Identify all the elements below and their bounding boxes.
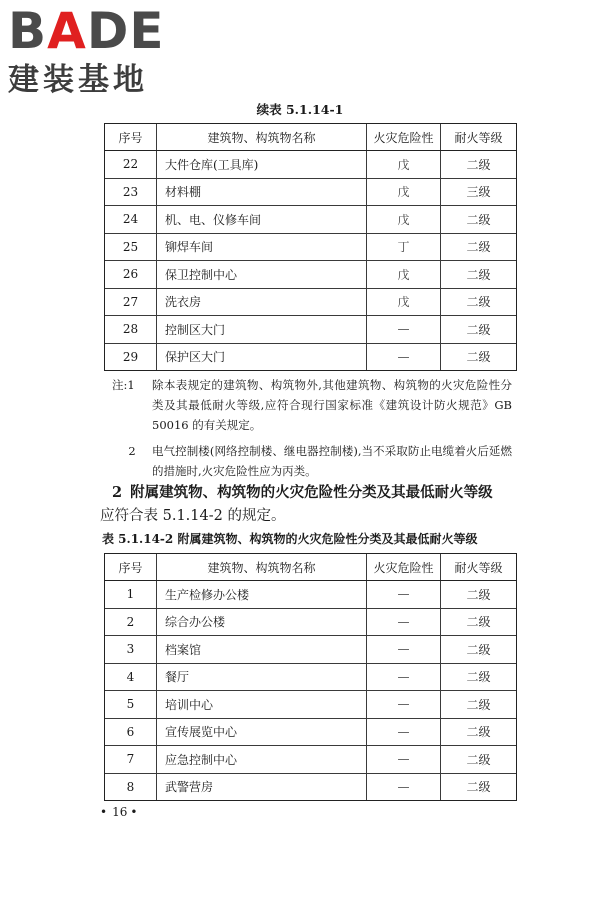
table2-cell-index: 1: [105, 581, 157, 609]
table1-cell-index: 24: [105, 206, 157, 234]
table1-cell-name: 材料棚: [157, 178, 367, 206]
table2-cell-index: 6: [105, 718, 157, 746]
table1-row: [105, 206, 517, 234]
table2-cell-hazard: —: [367, 746, 441, 774]
table2-cell-name: 餐厅: [157, 663, 367, 691]
table2-cell-name: 应急控制中心: [157, 746, 367, 774]
table2-caption: 表 5.1.14-2 附属建筑物、构筑物的火灾危险性分类及其最低耐火等级: [102, 532, 478, 546]
table1-cell-rating: 二级: [441, 233, 517, 261]
table1-cell-hazard: —: [367, 316, 441, 344]
table1-cell-hazard: 戊: [367, 206, 441, 234]
note-1-text: 除本表规定的建筑物、构筑物外,其他建筑物、构筑物的火灾危险性分类及其最低耐火等级,应符合现行国家标准《建筑设计防火规范》GB 50016 的有关规定。: [152, 378, 512, 432]
table1-header-row: [105, 124, 517, 151]
table1-row: [105, 316, 517, 344]
table2-cell-hazard: —: [367, 581, 441, 609]
table1-cell-rating: 三级: [441, 178, 517, 206]
table2-row: [105, 663, 517, 691]
table2-header-name: 建筑物、构筑物名称: [157, 554, 367, 581]
table1-cell-rating: 二级: [441, 261, 517, 289]
table1-row: [105, 233, 517, 261]
table2-row: [105, 773, 517, 801]
table1-cell-hazard: 丁: [367, 233, 441, 261]
table2-cell-index: 5: [105, 691, 157, 719]
table2-cell-name: 培训中心: [157, 691, 367, 719]
table1-cell-hazard: —: [367, 343, 441, 371]
table2-cell-name: 档案馆: [157, 636, 367, 664]
table2-cell-rating: 二级: [441, 581, 517, 609]
section-bold-text: 附属建筑物、构筑物的火灾危险性分类及其最低耐火等级: [130, 484, 493, 501]
table1-cell-index: 22: [105, 151, 157, 179]
table1-row: [105, 178, 517, 206]
table2-row: [105, 581, 517, 609]
table2-row: [105, 746, 517, 774]
table2-cell-name: 综合办公楼: [157, 608, 367, 636]
table1-cell-index: 23: [105, 178, 157, 206]
table1-cell-hazard: 戊: [367, 178, 441, 206]
table2-cell-rating: 二级: [441, 773, 517, 801]
table1-cell-name: 保卫控制中心: [157, 261, 367, 289]
table1-cell-name: 大件仓库(工具库): [157, 151, 367, 179]
table1-cell-name: 铆焊车间: [157, 233, 367, 261]
table2-cell-rating: 二级: [441, 691, 517, 719]
table1-cell-name: 机、电、仪修车间: [157, 206, 367, 234]
table2-cell-index: 3: [105, 636, 157, 664]
note-2-prefix: 2: [128, 444, 136, 458]
table1-cell-rating: 二级: [441, 316, 517, 344]
table1-cell-index: 29: [105, 343, 157, 371]
table2-cell-hazard: —: [367, 663, 441, 691]
table1-row: [105, 288, 517, 316]
table2-cell-hazard: —: [367, 608, 441, 636]
table2-cell-rating: 二级: [441, 608, 517, 636]
table1-notes: [112, 375, 512, 481]
table2-cell-rating: 二级: [441, 718, 517, 746]
table2-cell-name: 宣传展览中心: [157, 718, 367, 746]
page-number: [100, 805, 139, 819]
table1-cell-name: 保护区大门: [157, 343, 367, 371]
section-line2: 应符合表 5.1.14-2 的规定。: [100, 508, 286, 524]
table2-header-index: 序号: [105, 554, 157, 581]
section-paragraph: [100, 481, 512, 528]
table2-row: [105, 718, 517, 746]
logo: [8, 2, 165, 98]
table1-header-name: 建筑物、构筑物名称: [157, 124, 367, 151]
table2-cell-index: 7: [105, 746, 157, 774]
table1-cell-index: 27: [105, 288, 157, 316]
table2-cell-hazard: —: [367, 636, 441, 664]
table1-cell-rating: 二级: [441, 151, 517, 179]
table1-cell-rating: 二级: [441, 206, 517, 234]
table2-header-row: [105, 554, 517, 581]
table2: [104, 553, 517, 801]
table2-row: [105, 636, 517, 664]
table1-row: [105, 261, 517, 289]
table2-cell-name: 武警营房: [157, 773, 367, 801]
table1-cell-index: 25: [105, 233, 157, 261]
table2-cell-index: 4: [105, 663, 157, 691]
table2-header-rating: 耐火等级: [441, 554, 517, 581]
table2-cell-hazard: —: [367, 718, 441, 746]
table2-cell-rating: 二级: [441, 636, 517, 664]
page-number-value: 16: [112, 805, 128, 819]
table1-cell-rating: 二级: [441, 288, 517, 316]
table1-cell-rating: 二级: [441, 343, 517, 371]
table2-cell-index: 8: [105, 773, 157, 801]
table2-row: [105, 691, 517, 719]
table1-row: [105, 151, 517, 179]
note-1-prefix: 注:1: [112, 378, 135, 392]
table1-cell-hazard: 戊: [367, 288, 441, 316]
page-dot-right: •: [130, 805, 140, 819]
table2-cell-rating: 二级: [441, 746, 517, 774]
table2-cell-hazard: —: [367, 691, 441, 719]
table2-cell-rating: 二级: [441, 663, 517, 691]
table1-cell-hazard: 戊: [367, 151, 441, 179]
logo-wordmark: BADE: [8, 2, 165, 60]
table1-header-rating: 耐火等级: [441, 124, 517, 151]
table1-header-hazard: 火灾危险性: [367, 124, 441, 151]
table1-cell-index: 26: [105, 261, 157, 289]
table2-header-hazard: 火灾危险性: [367, 554, 441, 581]
note-2: [112, 441, 512, 481]
table1-caption: 续表 5.1.14-1: [256, 102, 344, 117]
table1: [104, 123, 517, 371]
table2-cell-name: 生产检修办公楼: [157, 581, 367, 609]
table2-row: [105, 608, 517, 636]
logo-chinese-text: 建装基地: [8, 62, 148, 98]
page-dot-left: •: [100, 805, 110, 819]
table2-cell-hazard: —: [367, 773, 441, 801]
table1-cell-index: 28: [105, 316, 157, 344]
table1-cell-name: 控制区大门: [157, 316, 367, 344]
table1-cell-name: 洗衣房: [157, 288, 367, 316]
table2-cell-index: 2: [105, 608, 157, 636]
section-number: 2: [112, 484, 123, 501]
table1-row: [105, 343, 517, 371]
table1-header-index: 序号: [105, 124, 157, 151]
note-1: [112, 375, 512, 435]
table1-cell-hazard: 戊: [367, 261, 441, 289]
note-2-text: 电气控制楼(网络控制楼、继电器控制楼),当不采取防止电缆着火后延燃的措施时,火灾危险性应为丙类。: [152, 444, 512, 478]
